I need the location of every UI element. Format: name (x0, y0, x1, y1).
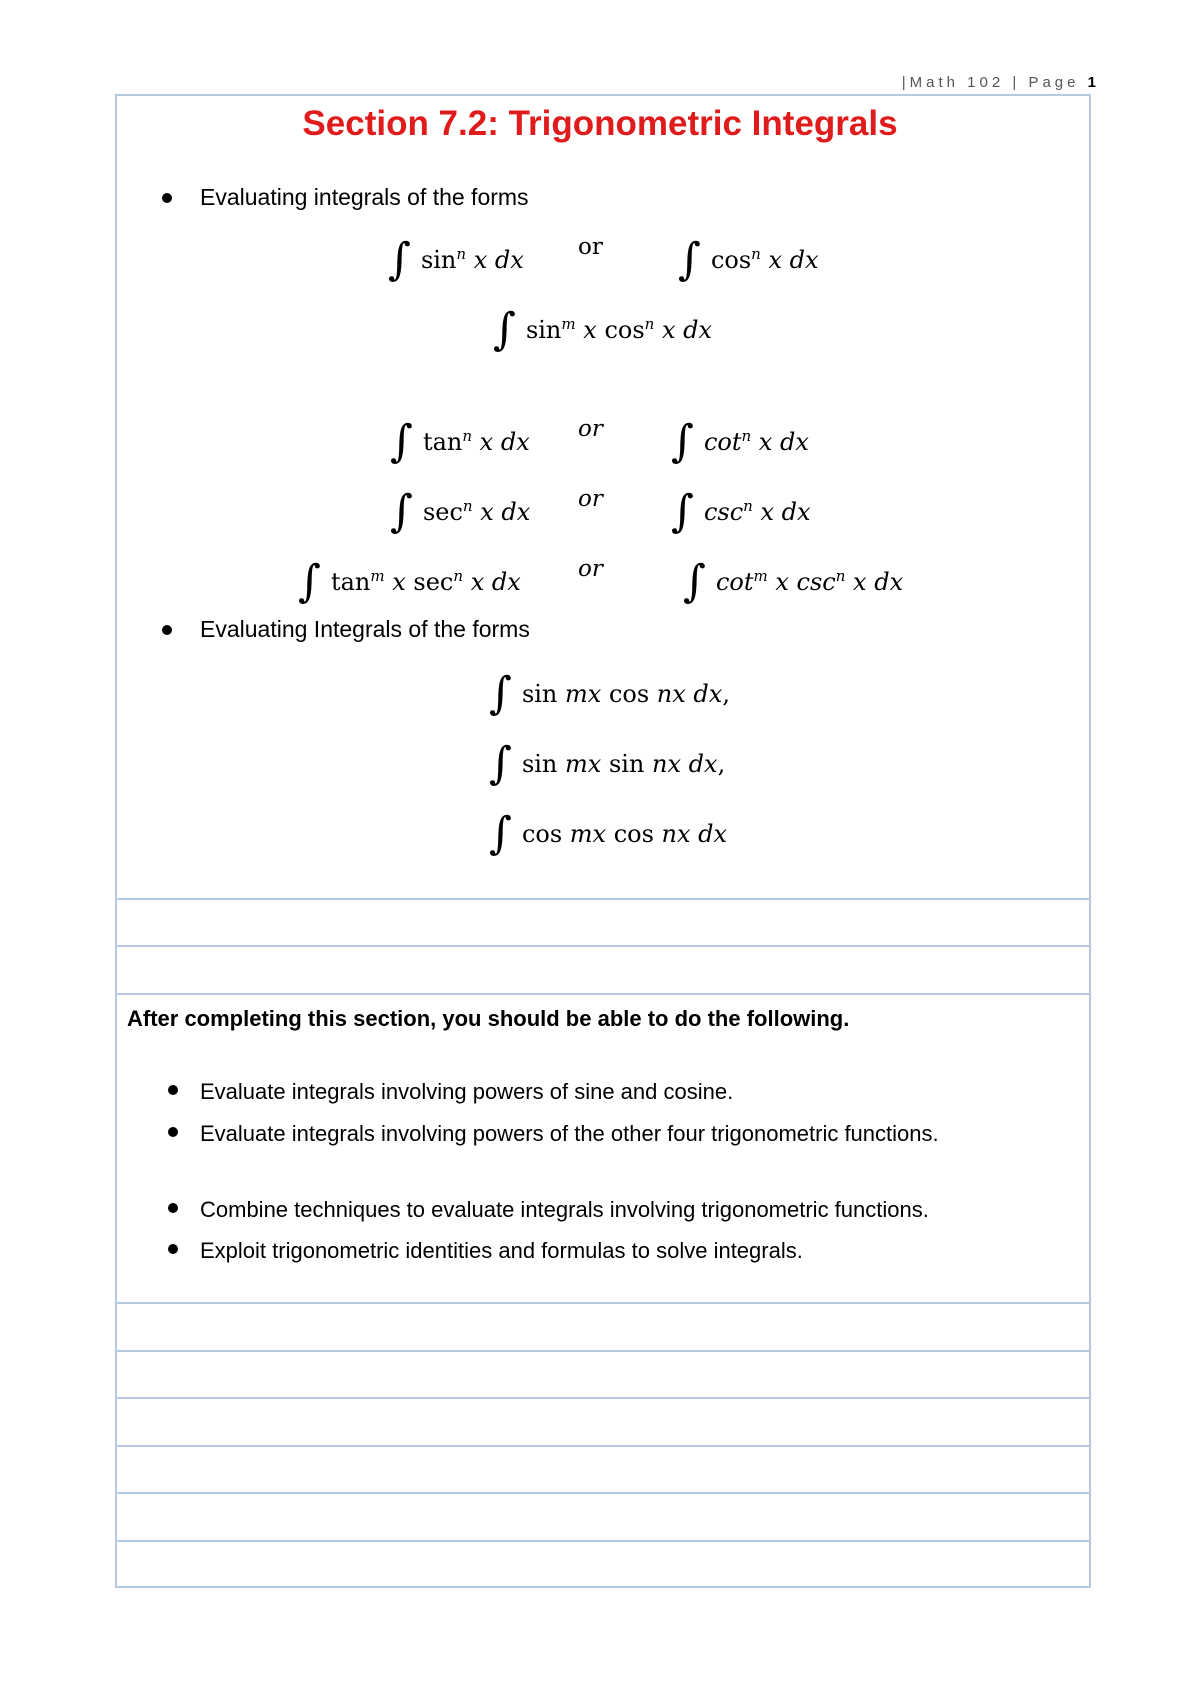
integral-cot-m-csc-n: ∫ $\cot^m x$ $\csc^n x$ dx (683, 556, 904, 607)
integral-sin-mx-cos-nx: ∫ sin mx cos nx dx, (489, 668, 730, 719)
integral-cos-n: ∫ $\cos^n x$ dx (678, 234, 819, 285)
outcome-text: Exploit trigonometric identities and formulas to solve integrals. (200, 1238, 803, 1263)
outcome-text: Evaluate integrals involving powers of the other four trigonometric functions. (200, 1121, 939, 1146)
divider-line (115, 945, 1091, 947)
integral-sin-mx-sin-nx: ∫ sin mx sin nx dx, (489, 738, 726, 789)
bullet-icon (168, 1085, 178, 1095)
outcomes-heading: After completing this section, you should be able to do the following. (127, 1006, 850, 1031)
page-title: Section 7.2: Trigonometric Integrals (302, 104, 898, 143)
divider-line (115, 1350, 1091, 1352)
bullet-icon (168, 1244, 178, 1254)
divider-line (115, 1397, 1091, 1399)
bullet-label: Evaluating integrals of the forms (200, 184, 529, 210)
or-connector: or (578, 556, 603, 582)
or-connector: or (578, 234, 603, 260)
page-header: |Math 102 | Page 1 (901, 74, 1096, 91)
or-connector: or (578, 486, 603, 512)
outcome-text: Combine techniques to evaluate integrals involving trigonometric functions. (200, 1197, 929, 1222)
integral-tan-m-sec-n: ∫ $\tan^m x$ $\sec^n x$ dx (298, 556, 521, 607)
or-connector: or (578, 416, 603, 442)
divider-line (115, 993, 1091, 995)
bullet-icon (168, 1127, 178, 1137)
course-label: Math 102 (909, 74, 1005, 91)
bullet-icon (168, 1203, 178, 1213)
outcome-text: Evaluate integrals involving powers of sine and cosine. (200, 1079, 734, 1104)
integral-csc-n: ∫ $\csc^n x$ dx (671, 486, 811, 537)
bullet-label: Evaluating Integrals of the forms (200, 616, 530, 642)
page-number: 1 (1087, 74, 1096, 91)
divider-line (115, 1445, 1091, 1447)
divider-line (115, 1540, 1091, 1542)
divider-line (115, 1492, 1091, 1494)
bullet-icon (162, 625, 172, 635)
page-label: Page (1028, 74, 1080, 91)
integral-cot-n: ∫ $\cot^n x$ dx (671, 416, 809, 467)
integral-sin-m-cos-n: ∫ $\sin^m x$ $\cos^n x$ dx (493, 304, 713, 355)
integral-tan-n: ∫ $\tan^n x$ dx (390, 416, 530, 467)
integral-cos-mx-cos-nx: ∫ cos mx cos nx dx (489, 808, 728, 859)
divider-line (115, 1302, 1091, 1304)
integral-sin-n: ∫ $\sin^n x$ dx (388, 234, 524, 285)
divider-line (115, 898, 1091, 900)
bullet-icon (162, 193, 172, 203)
integral-sec-n: ∫ $\sec^n x$ dx (390, 486, 531, 537)
